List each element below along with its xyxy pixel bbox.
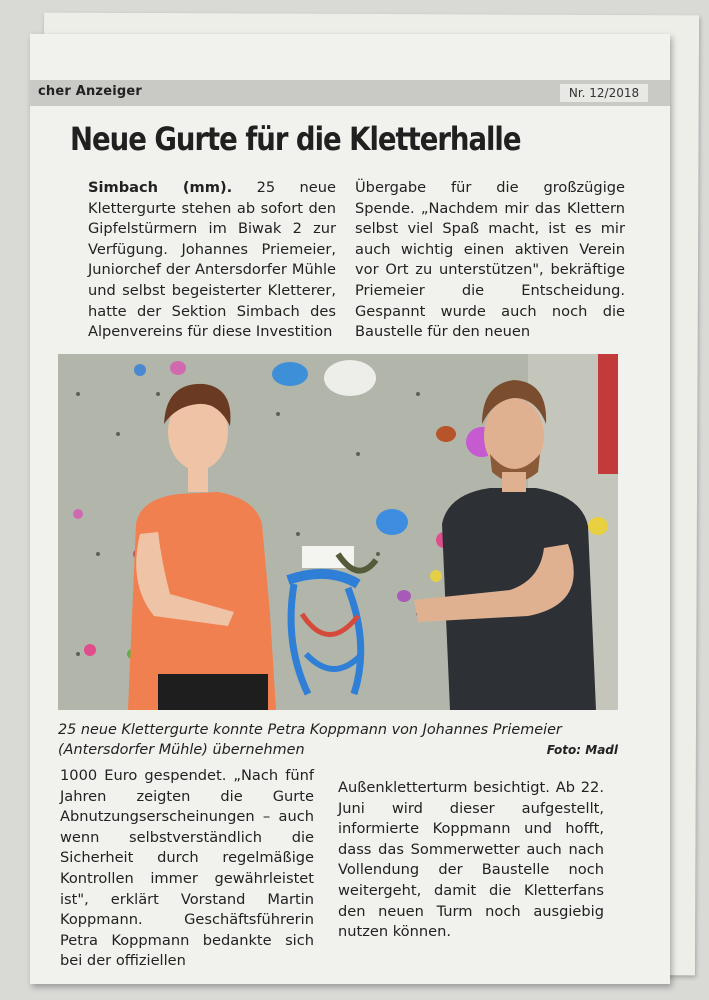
article-column-4 [338,778,604,943]
article-photo [58,354,618,710]
climbing-hall-photo [58,354,618,710]
photo-credit: Foto: Madl [546,743,618,757]
column-1-text: 25 neue Klettergurte stehen ab sofort den Gipfelstürmern im Biwak 2 zur Verfügung. Johannes Priemeier, Juniorchef der Antersdorfer Mühle und selbst begeisterter Kletterer, hatte der Sektion Simbach des Alpenvereins für diese Investition [88,179,336,341]
article-column-2 [355,178,625,343]
masthead-bar [30,80,670,106]
newspaper-page [30,34,670,984]
photo-caption: 25 neue Klettergurte konnte Petra Koppmann von Johannes Priemeier (Antersdorfer Mühle) übernehmen [58,722,562,758]
article-headline: Neue Gurte für die Kletterhalle [70,120,521,158]
column-2-text: Übergabe für die großzügige Spende. „Nachdem mir das Klettern selbst viel Spaß macht, ist es mir auch wichtig einen aktiven Verein vor Ort zu unterstützen", bekräftige Priemeier die Entscheidung. Gespannt wurde auch noch die Baustelle für den neuen [355,179,625,341]
column-3-text: 1000 Euro gespendet. „Nach fünf Jahren zeigten die Gurte Abnutzungserscheinungen – auch wenn selbstverständlich die Sicherheit durch regelmäßige Kontrollen immer gewährleistet ist", erklärt Vorstand Martin Koppmann. Geschäftsführerin Petra Koppmann bedankte sich bei der offiziellen [60,767,314,970]
article-column-1 [88,178,336,343]
article-column-3 [60,766,314,972]
dateline: Simbach (mm). [88,179,233,196]
column-4-text: Außenkletterturm besichtigt. Ab 22. Juni wird dieser aufgestellt, informierte Koppmann und hofft, dass das Sommerwetter auch nach Vollendung der Baustelle noch weitergeht, damit die Kletterfans den neuen Turm noch ausgiebig nutzen können. [338,779,604,941]
issue-number: Nr. 12/2018 [560,84,648,102]
publication-name: cher Anzeiger [38,84,143,99]
